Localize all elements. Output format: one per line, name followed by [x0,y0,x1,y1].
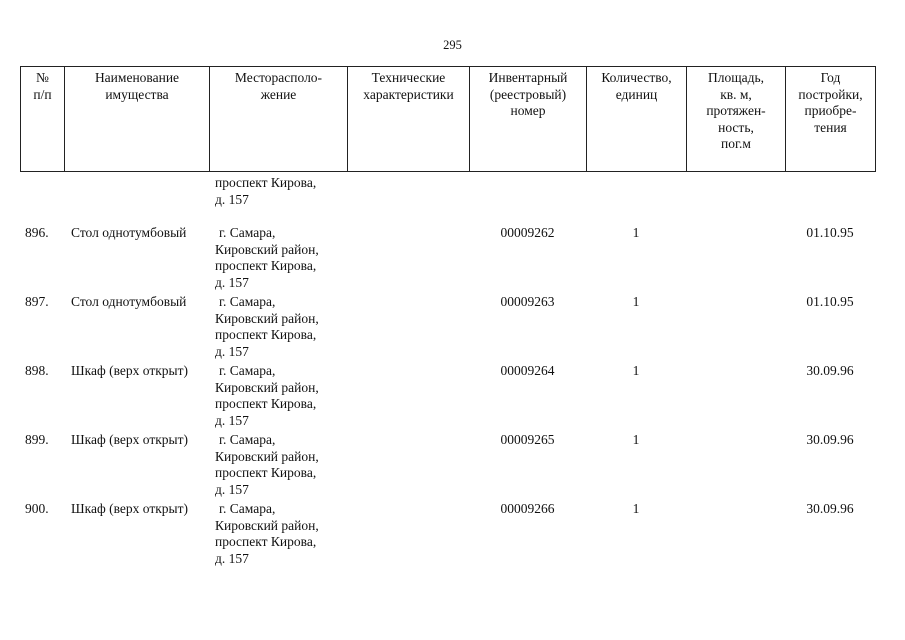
header-quantity: Количество, единиц [587,67,687,171]
row-year: 30.09.96 [806,501,854,516]
row-name: Шкаф (верх открыт) [71,501,188,516]
header-inventory: Инвентарный (реестровый) номер [470,67,587,171]
row-num: 896. [25,225,49,240]
row-inventory: 00009266 [500,501,555,516]
row-num: 898. [25,363,49,378]
row-year: 01.10.95 [806,225,854,240]
row-location: г. Самара, Кировский район, проспект Кирова, д. 157 [215,501,319,566]
row-location: г. Самара, Кировский район, проспект Кирова, д. 157 [215,363,319,428]
row-name: Стол однотумбовый [71,225,187,240]
row-inventory: 00009263 [500,294,555,309]
row-location: г. Самара, Кировский район, проспект Кирова, д. 157 [215,432,319,497]
row-num: 900. [25,501,49,516]
header-num: № п/п [21,67,65,171]
header-name: Наименование имущества [65,67,210,171]
row-quantity: 1 [632,294,640,309]
table-header [20,66,876,172]
row-year: 30.09.96 [806,363,854,378]
row-year: 30.09.96 [806,432,854,447]
row-name: Стол однотумбовый [71,294,187,309]
row-quantity: 1 [632,363,640,378]
row-name: Шкаф (верх открыт) [71,432,188,447]
row-year: 01.10.95 [806,294,854,309]
header-area: Площадь, кв. м, протяжен- ность, пог.м [687,67,786,171]
row-location: г. Самара, Кировский район, проспект Кирова, д. 157 [215,225,319,290]
continuation-location: проспект Кирова, д. 157 [215,175,317,207]
row-quantity: 1 [632,225,640,240]
row-name: Шкаф (верх открыт) [71,363,188,378]
row-quantity: 1 [632,501,640,516]
row-inventory: 00009265 [500,432,555,447]
header-year: Год постройки, приобре- тения [786,67,876,171]
row-num: 899. [25,432,49,447]
row-inventory: 00009262 [500,225,555,240]
row-num: 897. [25,294,49,309]
header-location: Месторасполо- жение [210,67,348,171]
row-quantity: 1 [632,432,640,447]
header-tech: Технические характеристики [348,67,470,171]
page-number: 295 [443,38,462,52]
row-inventory: 00009264 [500,363,555,378]
row-location: г. Самара, Кировский район, проспект Кирова, д. 157 [215,294,319,359]
